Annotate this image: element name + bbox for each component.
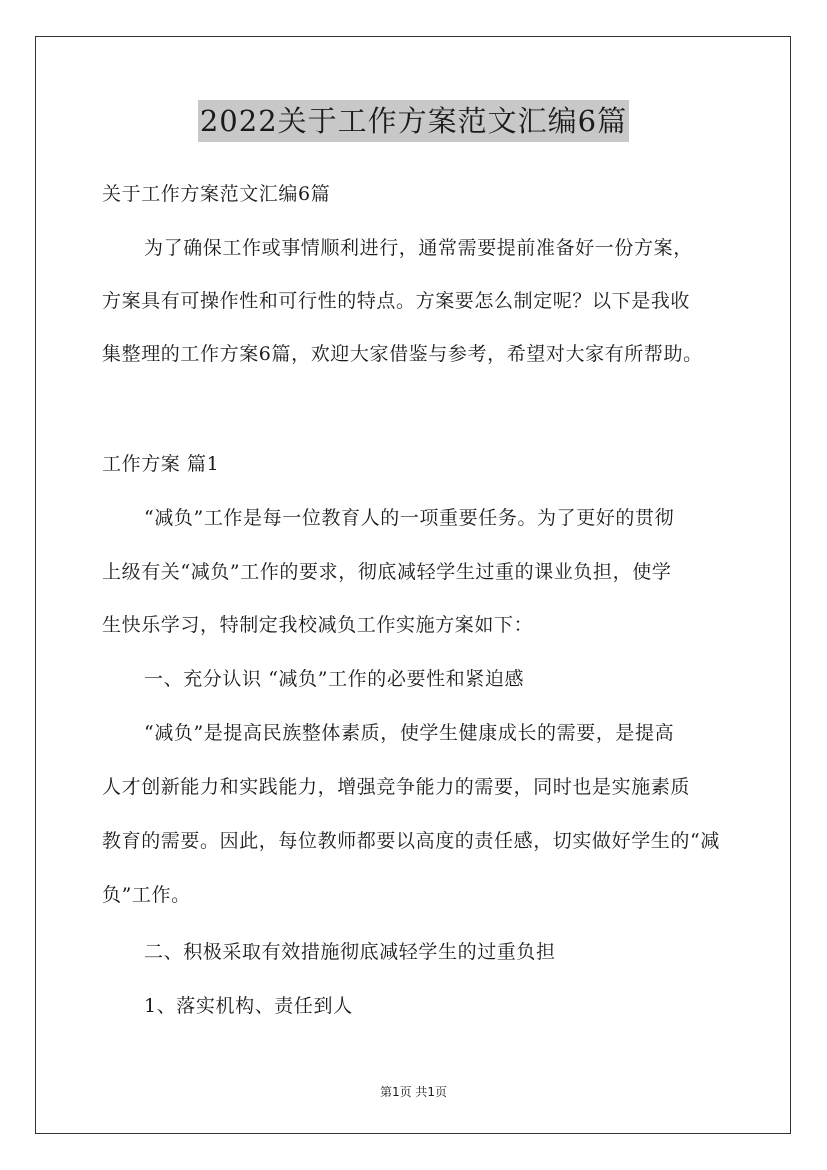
paragraph-line: 生快乐学习，特制定我校减负工作实施方案如下： [102, 614, 534, 636]
document-subtitle: 关于工作方案范文汇编6篇 [102, 183, 331, 205]
paragraph-line: “减负”工作是每一位教育人的一项重要任务。为了更好的贯彻 [144, 507, 675, 529]
paragraph-line: 上级有关“减负”工作的要求，彻底减轻学生过重的课业负担，使学 [102, 561, 672, 583]
document-title: 2022关于工作方案范文汇编6篇 [198, 100, 629, 142]
page-number-footer: 第1页 共1页 [379, 1085, 448, 1099]
intro-line: 集整理的工作方案6篇，欢迎大家借鉴与参考，希望对大家有所帮助。 [102, 343, 703, 365]
section-heading: 工作方案 篇1 [102, 453, 220, 475]
sub-heading: 1、落实机构、责任到人 [144, 995, 353, 1017]
intro-line: 方案具有可操作性和可行性的特点。方案要怎么制定呢？以下是我收 [102, 290, 691, 312]
point-heading: 二、积极采取有效措施彻底减轻学生的过重负担 [144, 941, 556, 963]
paragraph-line: 人才创新能力和实践能力，增强竞争能力的需要，同时也是实施素质 [102, 776, 691, 798]
title-container [0, 100, 827, 142]
paragraph-line: 教育的需要。因此，每位教师都要以高度的责任感，切实做好学生的“减 [102, 830, 720, 852]
intro-line: 为了确保工作或事情顺利进行，通常需要提前准备好一份方案， [144, 237, 693, 259]
paragraph-line: 负”工作。 [102, 884, 191, 906]
point-heading: 一、充分认识 “减负”工作的必要性和紧迫感 [144, 668, 525, 690]
paragraph-line: “减负”是提高民族整体素质，使学生健康成长的需要，是提高 [144, 722, 675, 744]
